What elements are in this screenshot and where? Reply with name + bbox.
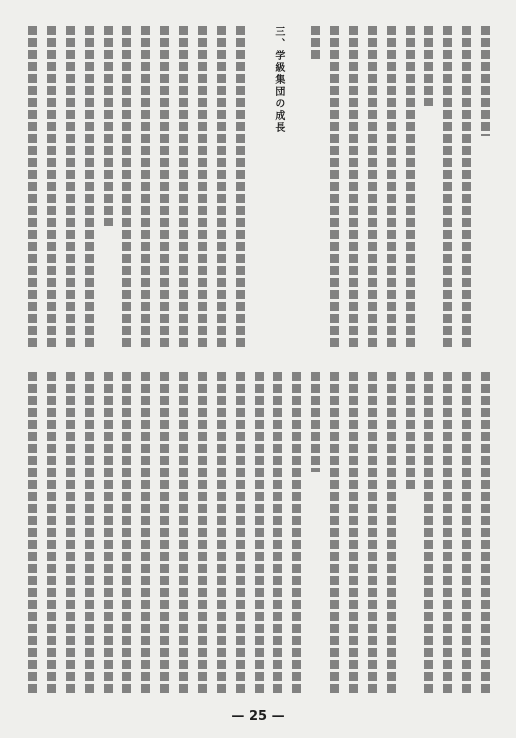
text-column [387,372,396,694]
text-column [406,26,415,348]
text-column [443,26,452,348]
text-column [47,26,56,348]
text-column [273,372,282,694]
text-column [85,26,94,348]
text-column [424,26,433,348]
text-column [311,26,320,348]
text-column [217,372,226,694]
text-column [462,26,471,348]
section-heading-column [273,26,282,348]
text-column [85,372,94,694]
text-column [311,372,320,694]
text-column [47,372,56,694]
text-column [368,372,377,694]
text-column [141,26,150,348]
text-column [255,372,264,694]
text-column [349,372,358,694]
text-column [179,26,188,348]
text-column [330,26,339,348]
text-column [198,372,207,694]
text-column [292,26,301,348]
text-column [122,26,131,348]
text-column [330,372,339,694]
text-column [122,372,131,694]
text-column [387,26,396,348]
text-column [179,372,188,694]
text-column [368,26,377,348]
top-text-block [28,26,490,348]
text-column [160,26,169,348]
text-column [104,372,113,694]
text-column [424,372,433,694]
text-column [481,26,490,348]
text-column [443,372,452,694]
text-column [160,372,169,694]
text-column [349,26,358,348]
text-column [255,26,264,348]
text-column [292,372,301,694]
bottom-text-block [28,372,490,694]
text-column [66,372,75,694]
text-column [28,372,37,694]
page-number: — 25 — [231,709,285,724]
text-column [198,26,207,348]
text-column [66,26,75,348]
text-column [406,372,415,694]
text-column [481,372,490,694]
text-column [141,372,150,694]
text-column [104,26,113,348]
text-column [28,26,37,348]
text-column [236,26,245,348]
text-column [236,372,245,694]
section-heading: 三、学級集団の成長 [272,26,284,134]
text-column [217,26,226,348]
text-column [462,372,471,694]
